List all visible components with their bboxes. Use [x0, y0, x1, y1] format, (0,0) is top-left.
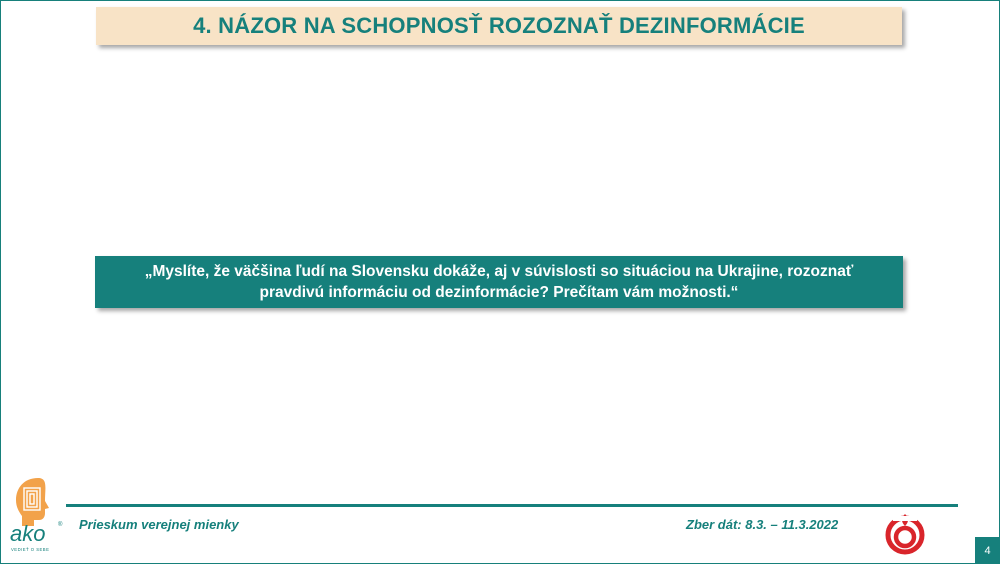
- page-number: 4: [975, 537, 1000, 564]
- ako-tagline: VEDIEŤ O SEBE: [11, 547, 50, 552]
- footer-survey-label: Prieskum verejnej mienky: [79, 517, 239, 532]
- ako-logo: [8, 476, 68, 556]
- ako-head-icon: [16, 478, 49, 526]
- question-banner: [95, 256, 903, 308]
- title-banner: [96, 7, 902, 45]
- footer-collection-dates: Zber dát: 8.3. – 11.3.2022: [686, 517, 839, 532]
- red-swirl-logo: [883, 512, 927, 556]
- footer-divider: [66, 504, 958, 507]
- slide-title: 4. NÁZOR NA SCHOPNOSŤ ROZOZNAŤ DEZINFORMÁCIE: [193, 13, 805, 38]
- ako-registered-mark: ®: [58, 522, 63, 528]
- survey-question: „Myslíte, že väčšina ľudí na Slovensku dokáže, aj v súvislosti so situáciou na Ukrajine, rozoznať pravdivú informáciu od dezinformácie? Prečítam vám možnosti.“: [144, 263, 854, 301]
- ako-wordmark: ako: [10, 521, 46, 546]
